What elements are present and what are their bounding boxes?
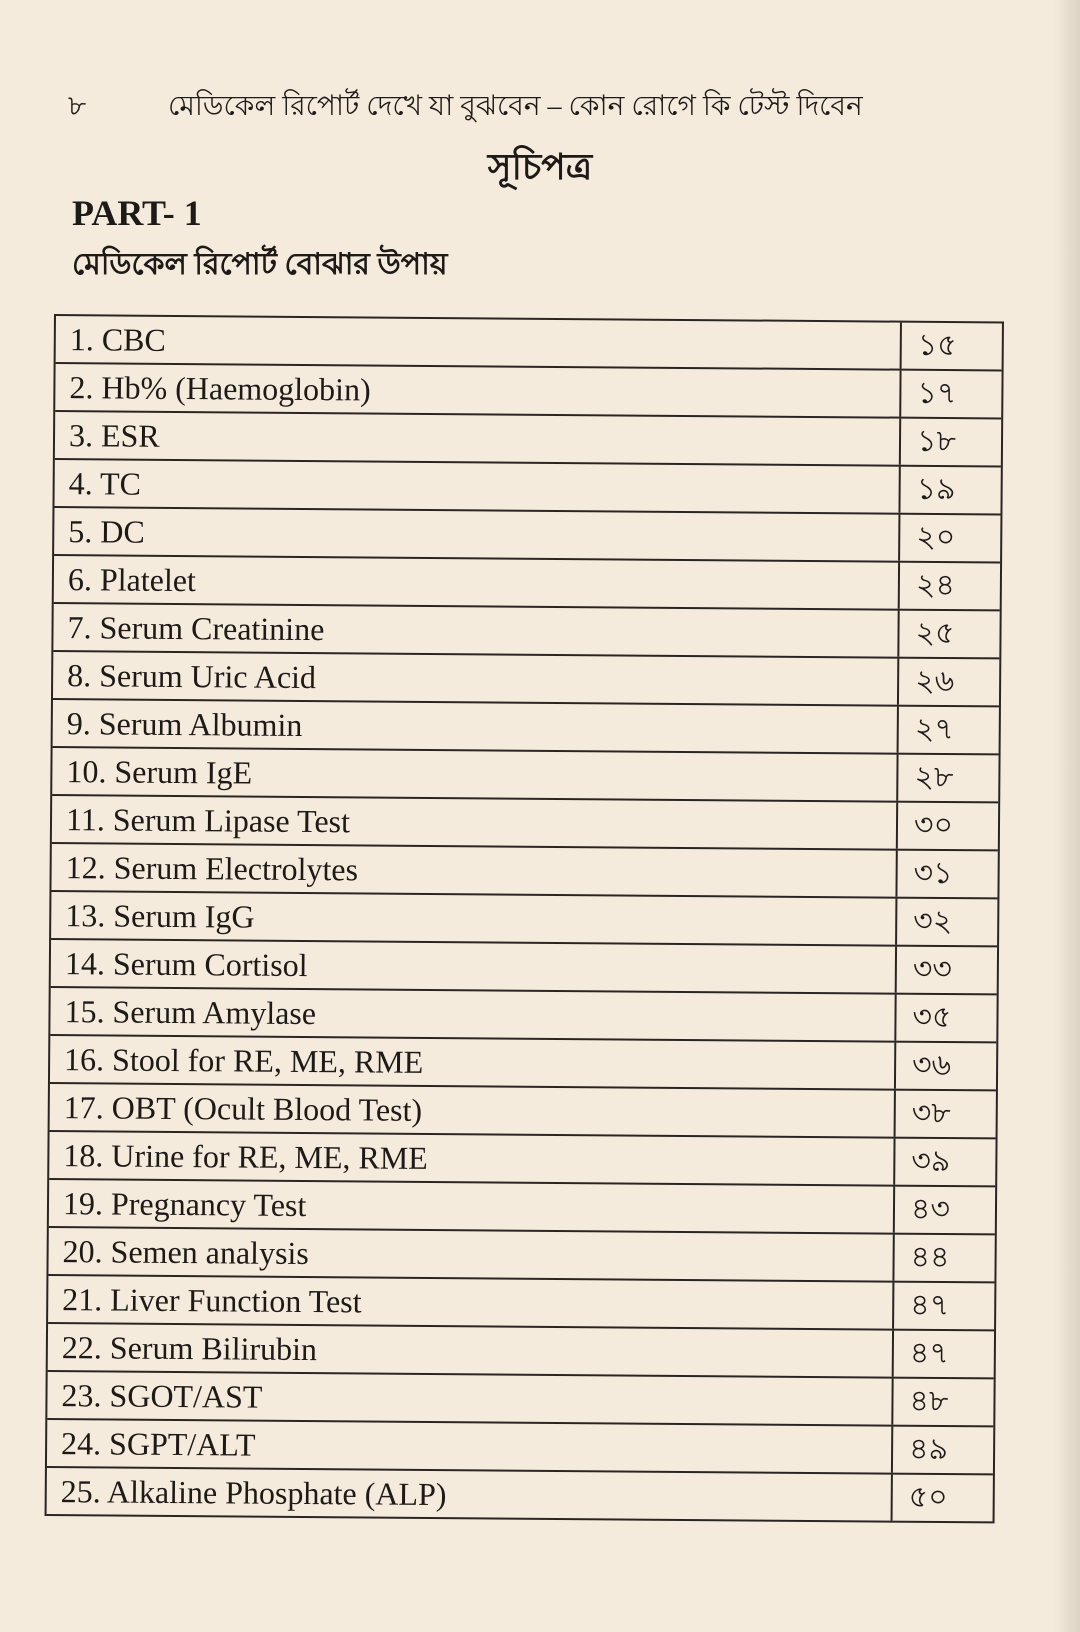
table-row	[53, 652, 999, 707]
table-row	[56, 316, 1002, 371]
entry-title: 1. CBC	[56, 316, 902, 369]
table-row	[51, 892, 997, 947]
table-row	[51, 940, 997, 995]
table-row	[55, 412, 1001, 467]
entry-page-number: ২৭	[914, 712, 954, 746]
entry-title: 10. Serum IgE	[52, 748, 898, 801]
entry-title: 11. Serum Lipase Test	[52, 796, 898, 849]
entry-title: 20. Semen analysis	[48, 1228, 894, 1281]
entry-page-number: ২০	[916, 520, 956, 554]
entry-title: 13. Serum IgG	[51, 892, 897, 945]
table-row	[53, 700, 999, 755]
running-header-title: মেডিকেল রিপোর্ট দেখে যা বুঝবেন – কোন রোগে কি টেস্ট দিবেন	[168, 91, 863, 122]
entry-title: 7. Serum Creatinine	[53, 604, 899, 657]
entry-title: 23. SGOT/AST	[47, 1372, 893, 1425]
entry-page-number: ৪৩	[910, 1192, 951, 1226]
entry-page-number: ২৫	[915, 616, 955, 650]
entry-title: 12. Serum Electrolytes	[51, 844, 897, 897]
entry-page-number: ৩৩	[912, 952, 953, 986]
part-subtitle: মেডিকেল রিপোর্ট বোঝার উপায়	[72, 248, 448, 281]
entry-title: 16. Stool for RE, ME, RME	[50, 1036, 896, 1089]
table-row	[52, 796, 998, 851]
entry-title: 8. Serum Uric Acid	[53, 652, 899, 705]
entry-page-number: ৪৭	[909, 1336, 949, 1370]
entry-title: 15. Serum Amylase	[50, 988, 896, 1041]
entry-title: 6. Platelet	[54, 556, 900, 609]
entry-page-number: ২৬	[915, 664, 955, 698]
entry-page-number: ৩২	[913, 904, 953, 938]
entry-page-number: ১৯	[916, 472, 956, 506]
table-row	[50, 988, 996, 1043]
table-row	[54, 460, 1000, 515]
entry-title: 21. Liver Function Test	[48, 1276, 894, 1329]
entry-page-number: ২৪	[915, 568, 956, 602]
entry-title: 25. Alkaline Phosphate (ALP)	[47, 1468, 893, 1521]
entry-title: 5. DC	[54, 508, 900, 561]
entry-title: 2. Hb% (Haemoglobin)	[55, 364, 901, 417]
table-row	[54, 508, 1000, 563]
part-label: PART- 1	[72, 193, 202, 233]
table-row	[50, 1036, 996, 1091]
entry-title: 19. Pregnancy Test	[49, 1180, 895, 1233]
table-row	[47, 1372, 993, 1427]
entry-title: 3. ESR	[55, 412, 901, 465]
entry-page-number: ৫০	[908, 1480, 948, 1514]
table-row	[47, 1468, 993, 1523]
entry-page-number: ৩৫	[912, 1000, 952, 1034]
table-row	[48, 1228, 994, 1283]
entry-title: 14. Serum Cortisol	[51, 940, 897, 993]
table-row	[53, 604, 999, 659]
entry-page-number: ৩৯	[911, 1144, 951, 1178]
entry-page-number: ৩৬	[912, 1048, 952, 1082]
entry-page-number: ৪৪	[910, 1240, 950, 1274]
table-row	[54, 556, 1000, 611]
entry-page-number: ২৮	[914, 760, 954, 794]
table-row	[49, 1132, 995, 1187]
entry-title: 24. SGPT/ALT	[47, 1420, 893, 1473]
entry-title: 18. Urine for RE, ME, RME	[49, 1132, 895, 1185]
table-row	[50, 1084, 996, 1139]
entry-page-number: ৪৮	[909, 1384, 949, 1418]
entry-title: 4. TC	[54, 460, 900, 513]
entry-page-number: ১৫	[917, 328, 957, 362]
table-row	[52, 748, 998, 803]
entry-title: 17. OBT (Ocult Blood Test)	[50, 1084, 896, 1137]
entry-page-number: ১৮	[916, 424, 957, 458]
entry-page-number: ১৭	[917, 376, 957, 410]
entry-title: 9. Serum Albumin	[53, 700, 899, 753]
table-row	[49, 1180, 995, 1235]
entry-page-number: ৩৮	[911, 1096, 951, 1130]
table-of-contents-title: সূচিপত্র	[487, 147, 593, 187]
table-row	[51, 844, 997, 899]
table-row	[47, 1420, 993, 1475]
entry-page-number: ৩১	[913, 856, 953, 890]
table-row	[48, 1324, 994, 1379]
entry-title: 22. Serum Bilirubin	[48, 1324, 894, 1377]
page-number: ৮	[68, 91, 87, 122]
entry-page-number: ৩০	[913, 808, 954, 842]
entry-page-number: ৪৯	[908, 1432, 949, 1466]
table-row	[48, 1276, 994, 1331]
page-edge-shadow	[1054, 0, 1080, 1632]
table-row	[55, 364, 1001, 419]
contents-table	[45, 314, 1004, 1523]
entry-page-number: ৪৭	[910, 1288, 950, 1322]
